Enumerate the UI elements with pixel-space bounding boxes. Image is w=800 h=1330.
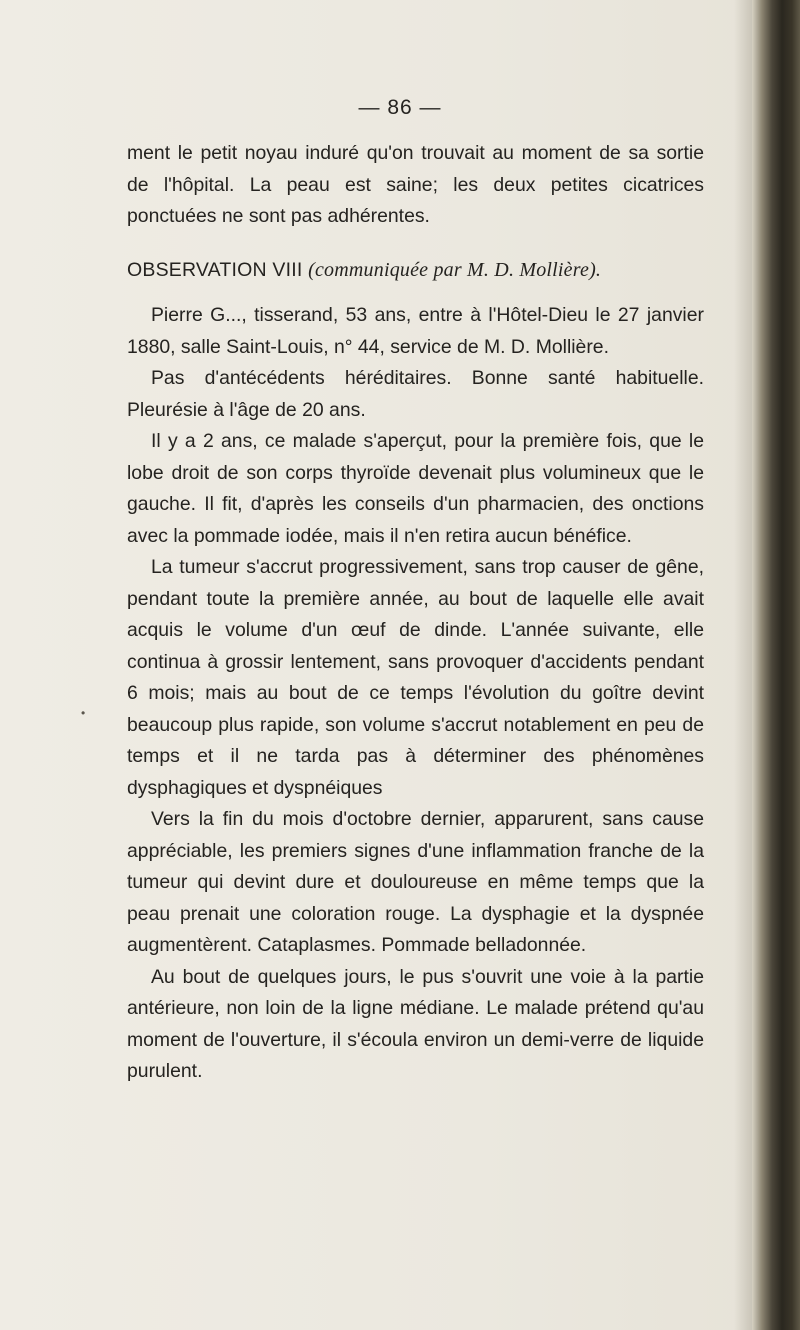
paragraph-patient: Pierre G..., tisserand, 53 ans, entre à l'Hôtel-Dieu le 27 janvier 1880, salle Saint-Louis, n° 44, service de M. D. Mollière. <box>127 304 704 358</box>
binding-shadow <box>734 0 752 1330</box>
observation-label: OBSERVATION VIII <box>127 258 303 281</box>
page-body <box>127 138 704 1088</box>
observation-heading <box>127 255 704 287</box>
paragraph-progression: La tumeur s'accrut progressivement, sans trop causer de gêne, pendant toute la première année, au bout de laquelle elle avait acquis le volume d'un œuf de dinde. L'année suivante, elle continua à grossir lentement, sans provoquer d'accidents pendant 6 mois; mais au bout de ce temps l'évolution du goître devint beaucoup plus rapide, son volume s'accrut notablement en peu de temps et il ne tarda pas à déterminer des phénomènes dysphagiques et dyspnéiques <box>127 556 704 799</box>
paragraph-inflammation: Vers la fin du mois d'octobre dernier, apparurent, sans cause appréciable, les premiers signes d'une inflammation franche de la tumeur qui devint dure et douloureuse en même temps que la peau prenait une coloration rouge. La dysphagie et la dyspnée augmentèrent. Cataplasmes. Pommade belladonnée. <box>127 808 704 956</box>
observation-credit: (communiquée par M. D. Mollière). <box>308 258 602 281</box>
intro-paragraph: ment le petit noyau induré qu'on trouvait au moment de sa sortie de l'hôpital. La peau est saine; les deux petites cicatrices ponctuées ne sont pas adhérentes. <box>127 142 704 227</box>
paragraph-antecedents: Pas d'antécédents héréditaires. Bonne santé habituelle. Pleurésie à l'âge de 20 ans. <box>127 367 704 421</box>
margin-mark: • <box>81 706 86 720</box>
paragraph-abscess: Au bout de quelques jours, le pus s'ouvrit une voie à la partie antérieure, non loin de la ligne médiane. Le malade prétend qu'au moment de l'ouverture, il s'écoula environ un demi-verre de liquide purulent. <box>127 965 704 1082</box>
page-number: — 86 — <box>358 96 442 119</box>
paragraph-onset: Il y a 2 ans, ce malade s'aperçut, pour la première fois, que le lobe droit de son corps thyroïde devenait plus volumineux que le gauche. Il fit, d'après les conseils d'un pharmacien, des onctions avec la pommade iodée, mais il n'en retira aucun bénéfice. <box>127 430 704 547</box>
book-binding-edge <box>752 0 800 1330</box>
